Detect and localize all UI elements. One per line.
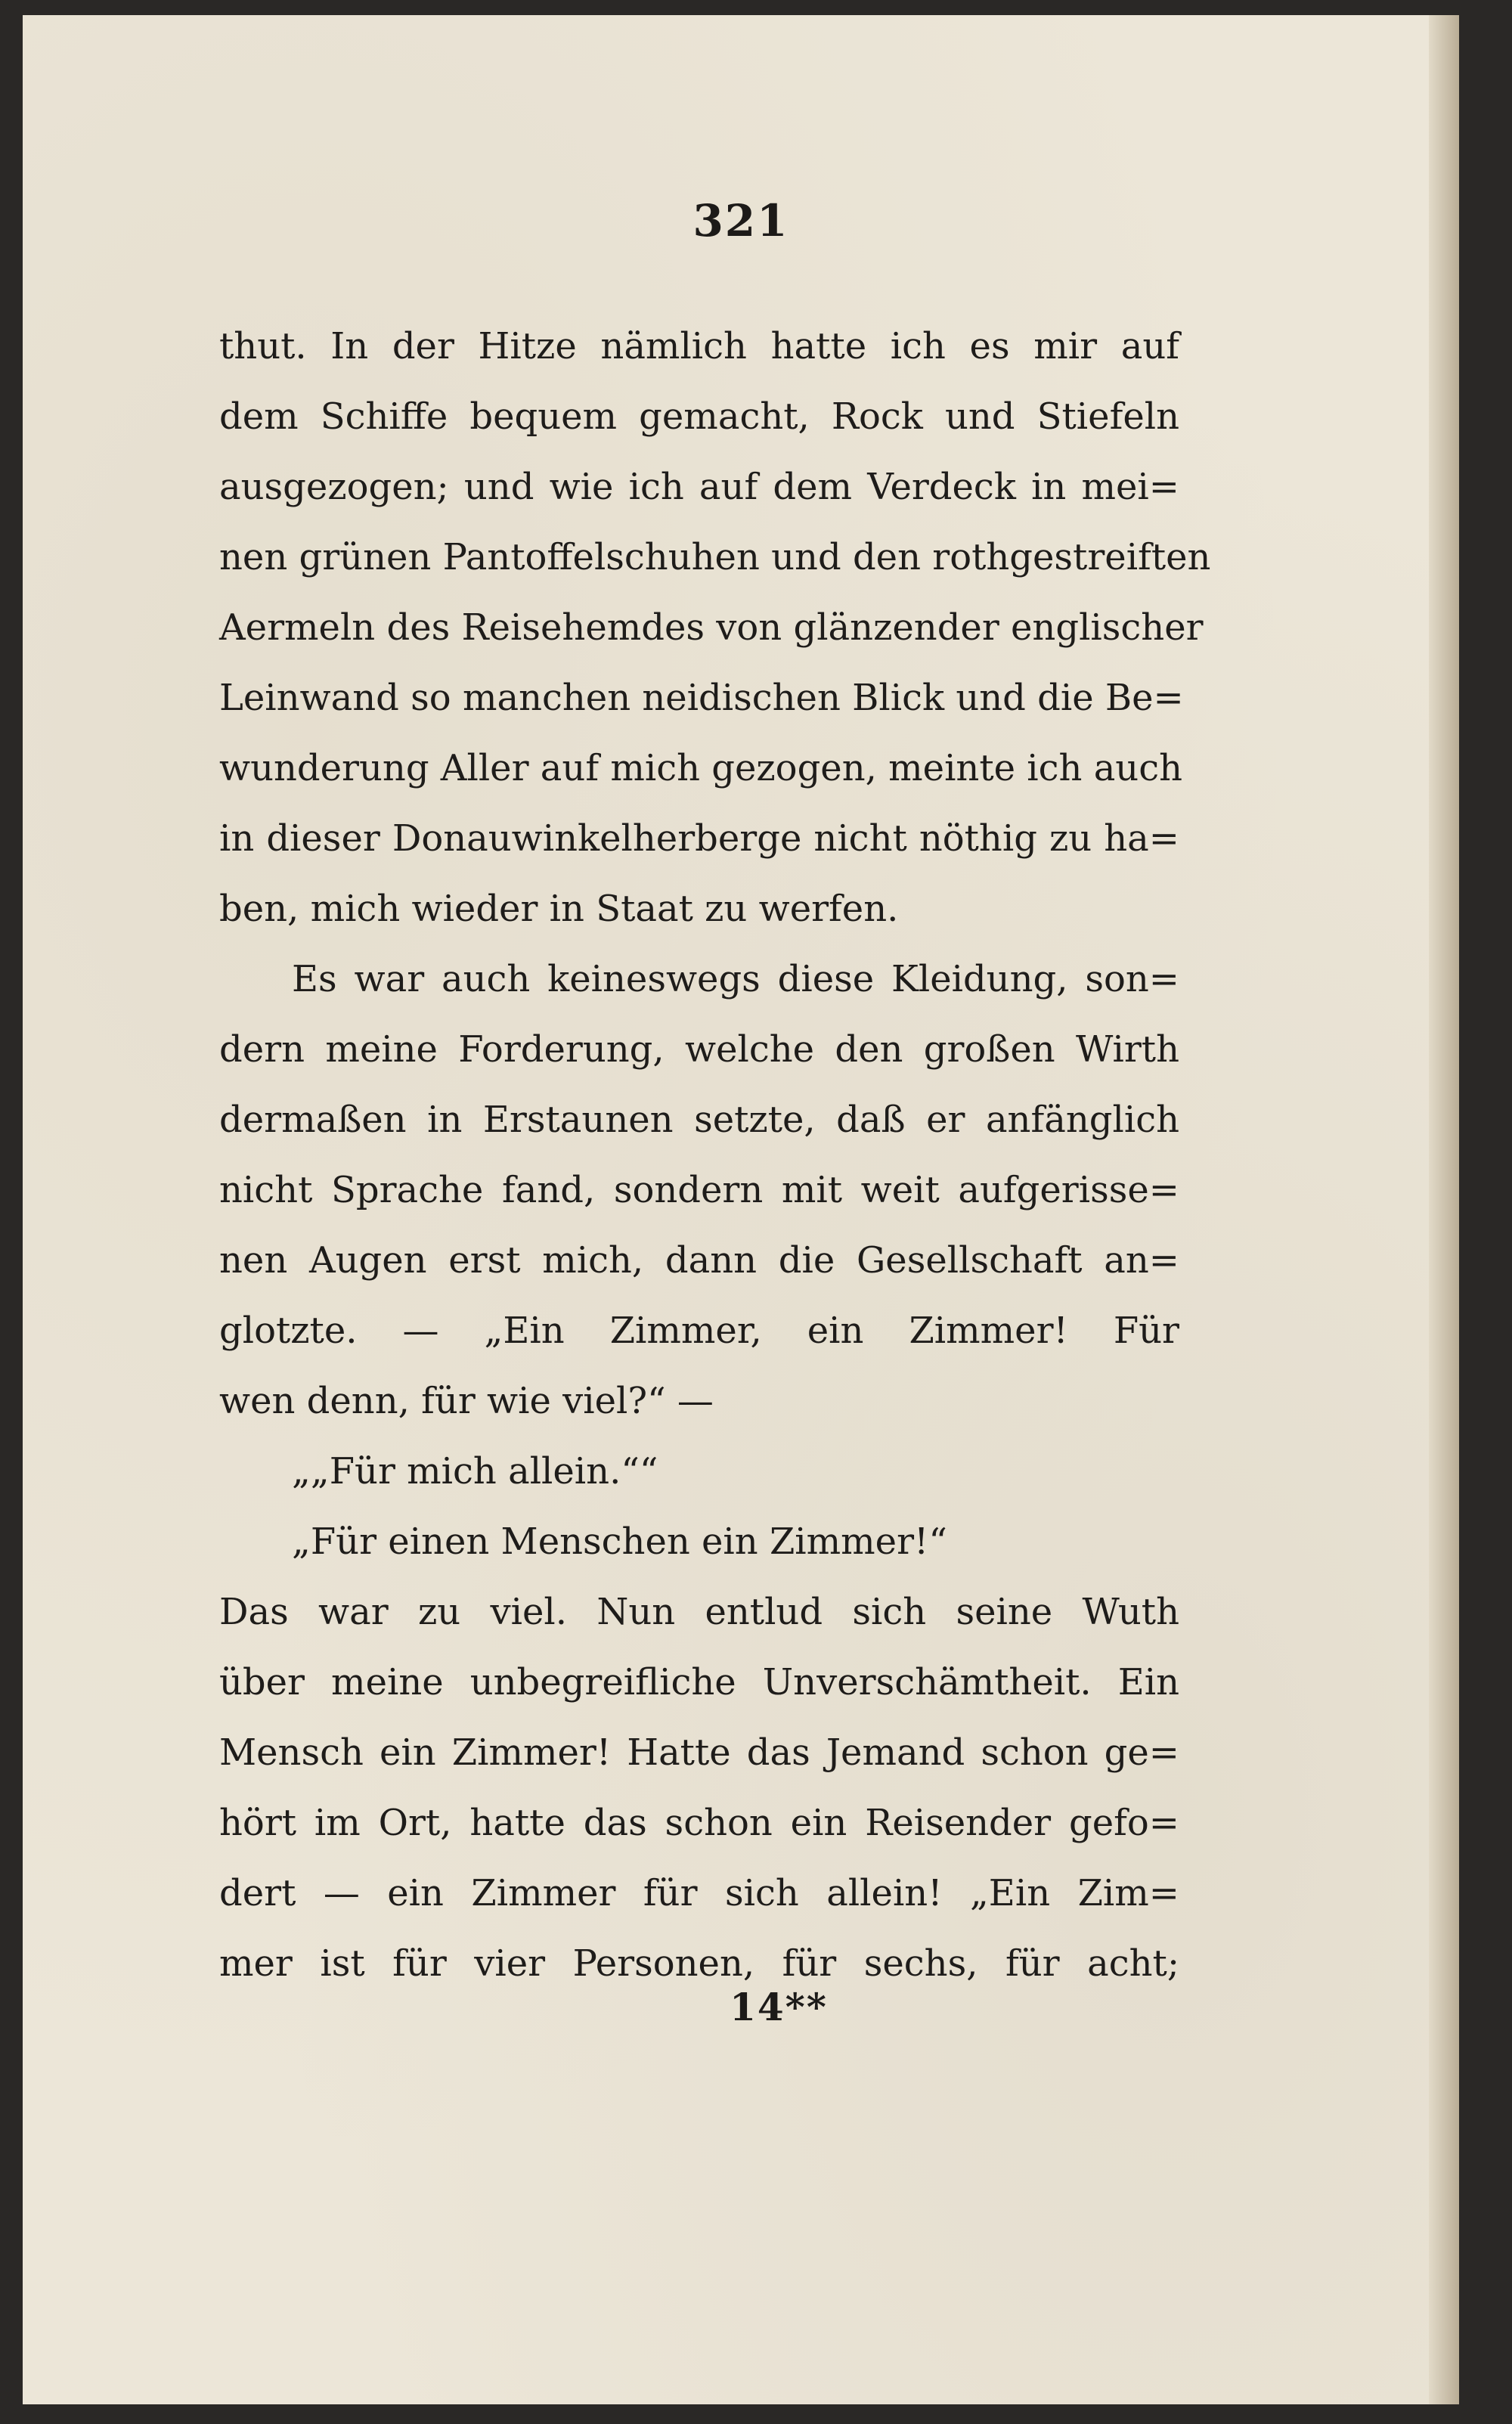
- text-line: wen denn, für wie viel?“ —: [219, 1380, 714, 1422]
- text-line: Leinwand so manchen neidischen Blick und die Be=: [219, 677, 1184, 719]
- text-line: Das war zu viel. Nun entlud sich seine Wuth: [219, 1591, 1179, 1633]
- text-line: dermaßen in Erstaunen setzte, daß er anfänglich: [219, 1099, 1179, 1141]
- text-line: mer ist für vier Personen, für sechs, für acht;: [219, 1942, 1179, 1985]
- text-line: ausgezogen; und wie ich auf dem Verdeck in mei=: [219, 466, 1179, 508]
- page-edge: [1429, 15, 1459, 2404]
- text-line: „Für einen Menschen ein Zimmer!“: [292, 1520, 947, 1563]
- text-line: thut. In der Hitze nämlich hatte ich es mir auf: [219, 325, 1179, 367]
- text-line: über meine unbegreifliche Unverschämtheit. Ein: [219, 1661, 1179, 1703]
- text-line: wunderung Aller auf mich gezogen, meinte ich auch: [219, 747, 1183, 789]
- text-line: dem Schiffe bequem gemacht, Rock und Stiefeln: [219, 395, 1179, 438]
- text-line: „„Für mich allein.““: [292, 1450, 658, 1493]
- text-line: nicht Sprache fand, sondern mit weit aufgerisse=: [219, 1169, 1179, 1211]
- body-text: [219, 312, 1211, 1999]
- text-line: dert — ein Zimmer für sich allein! „Ein Zim=: [219, 1872, 1179, 1914]
- text-line: Mensch ein Zimmer! Hatte das Jemand schon ge=: [219, 1731, 1179, 1774]
- page-number: 321: [692, 195, 789, 246]
- text-line: hört im Ort, hatte das schon ein Reisender gefo=: [219, 1802, 1179, 1844]
- text-line: Aermeln des Reisehemdes von glänzender englischer: [219, 606, 1204, 649]
- text-line: nen grünen Pantoffelschuhen und den rothgestreiften: [219, 536, 1211, 578]
- text-line: nen Augen erst mich, dann die Gesellschaft an=: [219, 1239, 1179, 1282]
- text-line: glotzte. — „Ein Zimmer, ein Zimmer! Für: [219, 1310, 1179, 1352]
- text-line: ben, mich wieder in Staat zu werfen.: [219, 888, 899, 930]
- signature-mark: 14**: [730, 1985, 828, 2029]
- text-line: in dieser Donauwinkelherberge nicht nöthig zu ha=: [219, 817, 1179, 860]
- text-line: dern meine Forderung, welche den großen Wirth: [219, 1028, 1179, 1071]
- text-line: Es war auch keineswegs diese Kleidung, son=: [292, 958, 1179, 1000]
- book-page: [23, 15, 1459, 2404]
